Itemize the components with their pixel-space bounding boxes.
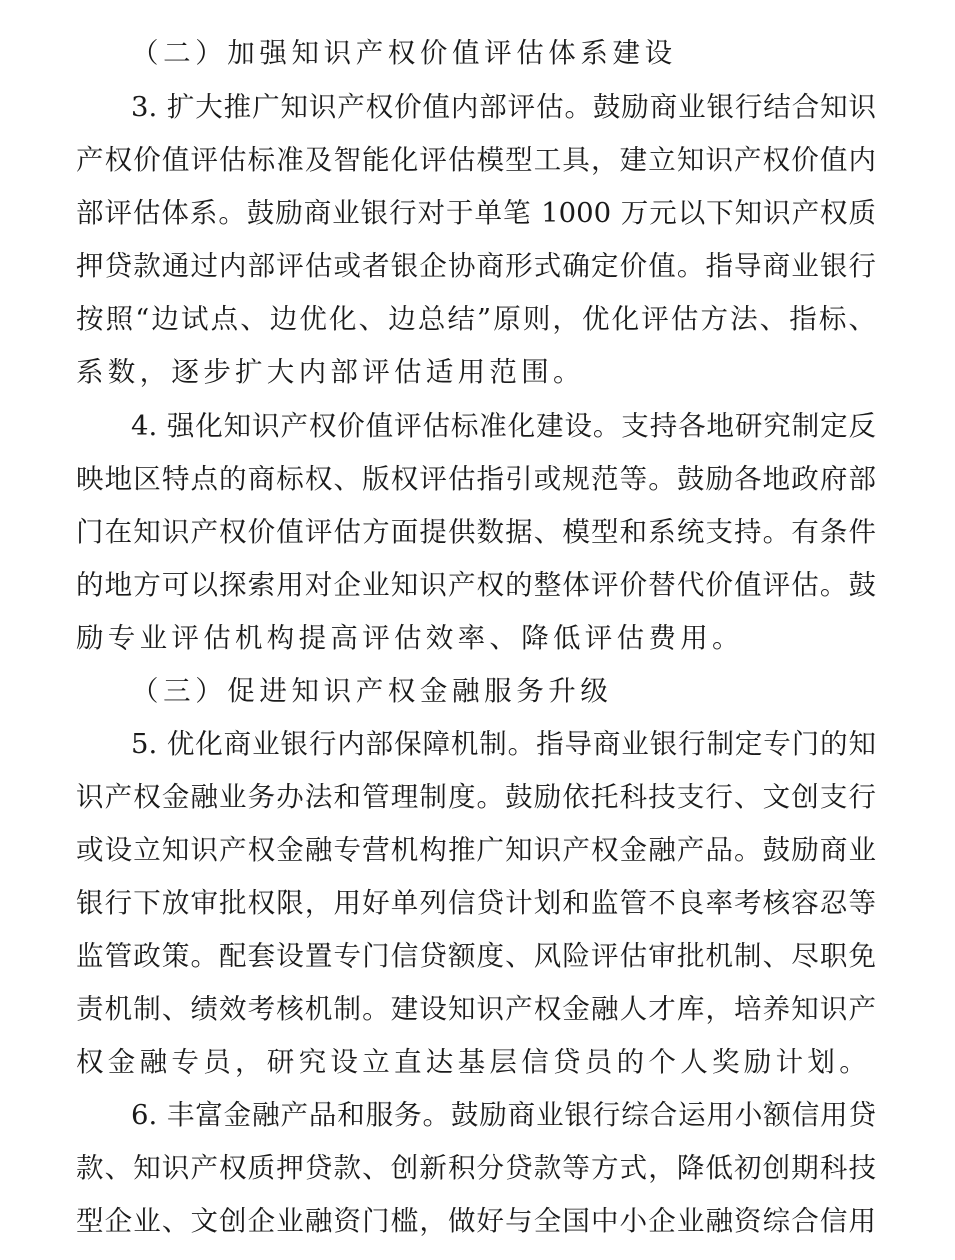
paragraph-4-line-4: 的地方可以探索用对企业知识产权的整体评价替代价值评估。鼓 — [76, 569, 876, 601]
paragraph-3-line-2: 产权价值评估标准及智能化评估模型工具，建立知识产权价值内 — [76, 144, 876, 176]
paragraph-4-line-1: 4. 强化知识产权价值评估标准化建设。支持各地研究制定反 — [131, 410, 876, 442]
paragraph-5-line-4: 银行下放审批权限，用好单列信贷计划和监管不良率考核容忍等 — [76, 887, 876, 919]
paragraph-3-line-3: 部评估体系。鼓励商业银行对于单笔 1000 万元以下知识产权质 — [76, 197, 876, 229]
paragraph-4-line-2: 映地区特点的商标权、版权评估指引或规范等。鼓励各地政府部 — [76, 463, 876, 495]
paragraph-3-line-1: 3. 扩大推广知识产权价值内部评估。鼓励商业银行结合知识 — [131, 91, 876, 123]
paragraph-4-line-5: 励专业评估机构提高评估效率、降低评估费用。 — [76, 622, 744, 654]
paragraph-5-line-2: 识产权金融业务办法和管理制度。鼓励依托科技支行、文创支行 — [76, 781, 876, 813]
paragraph-4-line-3: 门在知识产权价值评估方面提供数据、模型和系统支持。有条件 — [76, 516, 876, 548]
paragraph-3-line-5: 按照“边试点、边优化、边总结”原则，优化评估方法、指标、 — [76, 303, 876, 335]
paragraph-5-line-7: 权金融专员，研究设立直达基层信贷员的个人奖励计划。 — [76, 1046, 871, 1078]
paragraph-5-line-1: 5. 优化商业银行内部保障机制。指导商业银行制定专门的知 — [131, 728, 876, 760]
section-heading-3: （三）促进知识产权金融服务升级 — [131, 675, 613, 707]
section-heading-2: （二）加强知识产权价值评估体系建设 — [131, 37, 677, 69]
paragraph-6-line-1: 6. 丰富金融产品和服务。鼓励商业银行综合运用小额信用贷 — [131, 1099, 876, 1131]
paragraph-5-line-5: 监管政策。配套设置专门信贷额度、风险评估审批机制、尽职免 — [76, 940, 876, 972]
paragraph-3-line-6: 系数，逐步扩大内部评估适用范围。 — [76, 356, 585, 388]
paragraph-6-line-3: 型企业、文创企业融资门槛，做好与全国中小企业融资综合信用 — [76, 1205, 876, 1237]
paragraph-6-line-2: 款、知识产权质押贷款、创新积分贷款等方式，降低初创期科技 — [76, 1152, 876, 1184]
paragraph-5-line-6: 责机制、绩效考核机制。建设知识产权金融人才库，培养知识产 — [76, 993, 876, 1025]
paragraph-3-line-4: 押贷款通过内部评估或者银企协商形式确定价值。指导商业银行 — [76, 250, 876, 282]
paragraph-5-line-3: 或设立知识产权金融专营机构推广知识产权金融产品。鼓励商业 — [76, 834, 876, 866]
